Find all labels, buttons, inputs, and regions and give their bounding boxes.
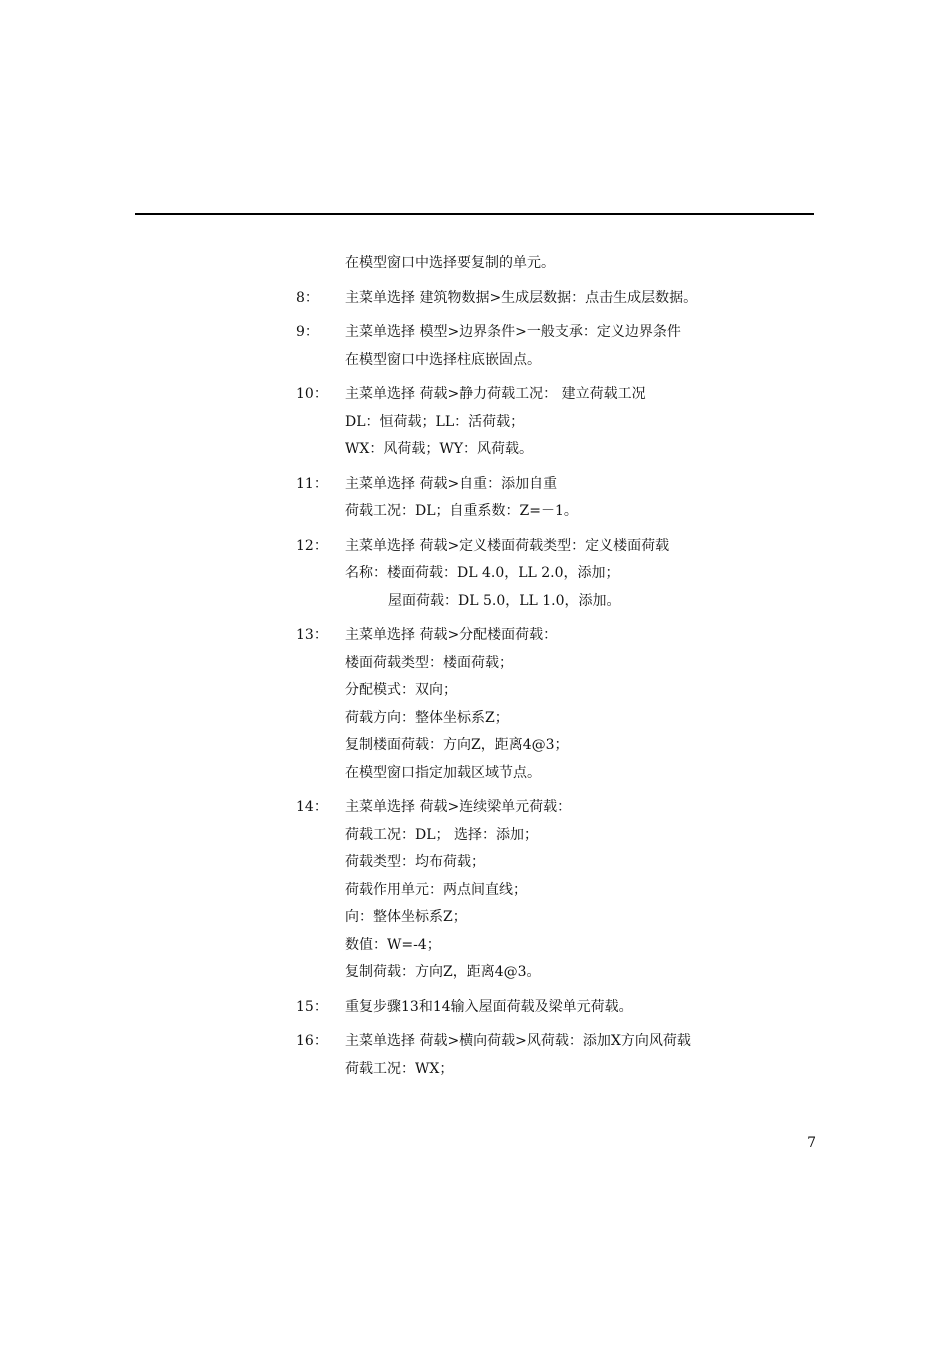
step-number: 16： <box>296 1033 328 1049</box>
step-line: 荷载作用单元：两点间直线； <box>345 881 527 898</box>
step-item <box>0 381 952 464</box>
step-line: 荷载方向：整体坐标系Z； <box>345 709 509 726</box>
step-line: WX：风荷载；WY：风荷载。 <box>345 441 533 457</box>
step-line: 荷载工况：DL；自重系数：Z=－1。 <box>345 503 578 519</box>
step-item <box>0 319 952 374</box>
step-item <box>0 471 952 526</box>
step-line: DL：恒荷载；LL：活荷载； <box>345 413 525 430</box>
step-line: 主菜单选择 建筑物数据>生成层数据：点击生成层数据。 <box>345 289 698 306</box>
step-line: 荷载工况：DL； 选择：添加； <box>345 826 538 843</box>
step-line: 主菜单选择 荷载>静力荷载工况： 建立荷载工况 <box>345 386 646 402</box>
step-item <box>0 1028 952 1083</box>
step-line: 楼面荷载类型：楼面荷载； <box>345 654 513 671</box>
step-number: 9： <box>296 324 319 340</box>
step-number: 14： <box>296 799 328 815</box>
step-line: 复制楼面荷载：方向Z，距离4@3； <box>345 737 569 753</box>
step-item <box>0 622 952 787</box>
step-item <box>0 994 952 1022</box>
step-line: 数值：W=-4； <box>345 936 441 953</box>
step-line: 在模型窗口指定加载区域节点。 <box>345 764 541 781</box>
step-line: 名称：楼面荷载：DL 4.0，LL 2.0，添加； <box>345 565 620 581</box>
step-number: 8： <box>296 289 319 306</box>
step-line: 主菜单选择 荷载>自重：添加自重 <box>345 475 558 492</box>
header-rule <box>135 213 814 215</box>
step-number: 12： <box>296 537 328 554</box>
step-item <box>0 250 952 278</box>
step-line: 主菜单选择 荷载>分配楼面荷载： <box>345 627 558 643</box>
step-line: 复制荷载：方向Z，距离4@3。 <box>345 964 541 980</box>
step-item <box>0 285 952 313</box>
document-body <box>0 250 952 1090</box>
step-line: 屋面荷载：DL 5.0，LL 1.0，添加。 <box>388 592 621 609</box>
step-line: 主菜单选择 荷载>横向荷载>风荷载：添加X方向风荷载 <box>345 1033 691 1049</box>
step-line: 在模型窗口中选择要复制的单元。 <box>345 255 555 271</box>
step-line: 主菜单选择 荷载>连续梁单元荷载： <box>345 799 572 815</box>
step-number: 11： <box>296 475 328 492</box>
step-line: 重复步骤13和14输入屋面荷载及梁单元荷载。 <box>345 998 633 1015</box>
step-item <box>0 794 952 987</box>
page-number: 7 <box>807 1135 816 1151</box>
step-line: 主菜单选择 荷载>定义楼面荷载类型：定义楼面荷载 <box>345 537 670 554</box>
step-number: 13： <box>296 627 328 643</box>
step-line: 分配模式：双向； <box>345 682 457 698</box>
step-line: 在模型窗口中选择柱底嵌固点。 <box>345 351 541 368</box>
step-item <box>0 533 952 616</box>
step-number: 10： <box>296 386 328 402</box>
step-line: 主菜单选择 模型>边界条件>一般支承：定义边界条件 <box>345 324 681 340</box>
step-line: 荷载工况：WX； <box>345 1060 454 1077</box>
step-number: 15： <box>296 998 328 1015</box>
step-line: 向：整体坐标系Z； <box>345 909 467 925</box>
step-line: 荷载类型：均布荷载； <box>345 854 485 870</box>
